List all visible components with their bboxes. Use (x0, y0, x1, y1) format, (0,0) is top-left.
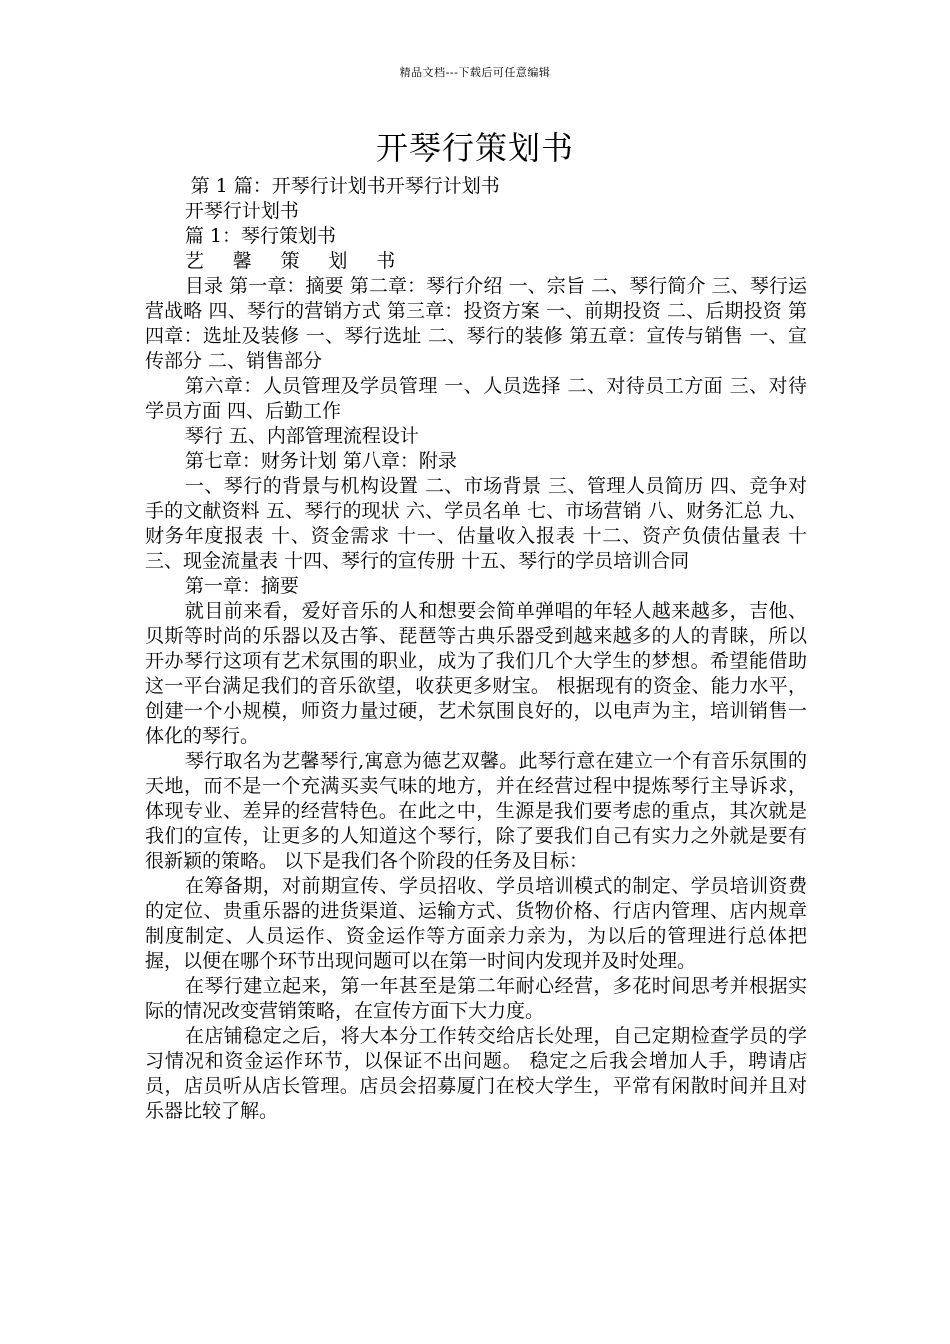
paragraph-chapter-heading: 篇 1：琴行策划书 (184, 225, 337, 247)
paragraph-summary-5: 在店铺稳定之后，将大本分工作转交给店长处理，自己定期检查学员的学习情况和资金运作环节，以保证不出问题。 稳定之后我会增加人手，聘请店员，店员听从店长管理。店员会招募厦门在校大学生，平常有闲散时间并且对乐器比较了解。 (145, 1025, 807, 1122)
paragraph-summary-2: 琴行取名为艺馨琴行,寓意为德艺双馨。此琴行意在建立一个有音乐氛围的天地，而不是一个充满买卖气味的地方，并在经营过程中提炼琴行主导诉求，体现专业、差异的经营特色。在此之中，生源是我们要考虑的重点，其次就是我们的宣传，让更多的人知道这个琴行，除了要我们自己有实力之外就是要有很新颖的策略。 以下是我们各个阶段的任务及目标： (145, 750, 807, 872)
paragraph-toc-4: 第七章：财务计划 第八章：附录 (184, 450, 457, 472)
paragraph-summary-4: 在琴行建立起来，第一年甚至是第二年耐心经营，多花时间思考并根据实际的情况改变营销策略，在宣传方面下大力度。 (145, 975, 807, 1022)
document-body (145, 174, 807, 1124)
paragraph-toc-3: 琴行 五、内部管理流程设计 (184, 425, 419, 447)
paragraph-appendix-list: 一、琴行的背景与机构设置 二、市场背景 三、管理人员简历 四、竞争对手的文献资料 五、琴行的现状 六、学员名单 七、市场营销 八、财务汇总 九、财务年度报表 十、资金需求 十一、估量收入报表 十二、资产负债估量表 十三、现金流量表 十四、琴行的宣传册 十五、琴行的学员培训合同 (145, 475, 807, 572)
document-title: 开琴行策划书 (375, 129, 574, 167)
paragraph-toc-2: 第六章：人员管理及学员管理 一、人员选择 二、对待员工方面 三、对待学员方面 四、后勤工作 (145, 375, 807, 422)
paragraph-section-heading: 第一章：摘要 (184, 575, 299, 597)
paragraph-part-heading: 第 1 篇：开琴行计划书开琴行计划书 (190, 175, 500, 197)
paragraph-summary-1: 就目前来看，爱好音乐的人和想要会简单弹唱的年轻人越来越多，吉他、贝斯等时尚的乐器以及古筝、琵琶等古典乐器受到越来越多的人的青睐，所以开办琴行这项有艺术氛围的职业，成为了我们几个大学生的梦想。希望能借助这一平台满足我们的音乐欲望，收获更多财宝。 根据现有的资金、能力水平，创建一个小规模，师资力量过硬，艺术氛围良好的，以电声为主，培训销售一体化的琴行。 (145, 600, 807, 747)
paragraph-plan-name: 艺 馨 策 划 书 (184, 250, 407, 272)
paragraph-subtitle: 开琴行计划书 (184, 200, 299, 222)
header-note: 精品文档---下载后可任意编辑 (399, 66, 551, 79)
paragraph-toc-1: 目录 第一章：摘要 第二章：琴行介绍 一、宗旨 二、琴行简介 三、琴行运营战略 四、琴行的营销方式 第三章：投资方案 一、前期投资 二、后期投资 第四章：选址及装修 一、琴行选址 二、琴行的装修 第五章：宣传与销售 一、宣传部分 二、销售部分 (145, 275, 807, 372)
paragraph-summary-3: 在筹备期，对前期宣传、学员招收、学员培训模式的制定、学员培训资费的定位、贵重乐器的进货渠道、运输方式、货物价格、行店内管理、店内规章制度制定、人员运作、资金运作等方面亲力亲为，为以后的管理进行总体把握，以便在哪个环节出现问题可以在第一时间内发现并及时处理。 (145, 875, 807, 972)
